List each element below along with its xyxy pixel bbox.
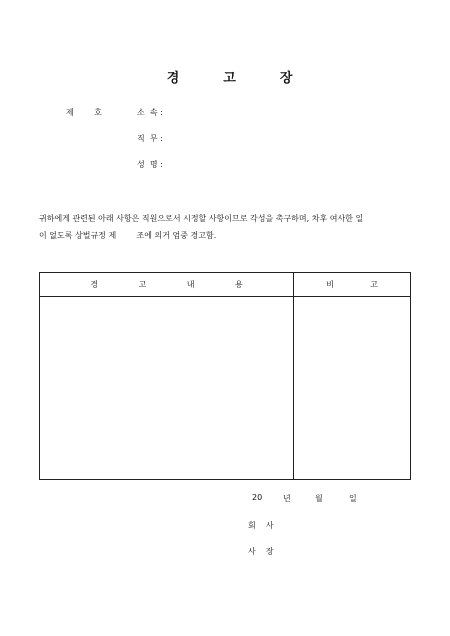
header-char: 내 xyxy=(186,280,195,289)
name-label: 성 명 : xyxy=(137,160,163,169)
document-title xyxy=(0,52,450,86)
header-char: 경 xyxy=(90,280,98,289)
title-char-2: 고 xyxy=(223,71,236,86)
header-char: 비 xyxy=(326,280,334,289)
number-label: 제 호 xyxy=(66,108,102,117)
body-line-2: 이 없도록 상벌규정 제 조에 의거 엄중 경고함. xyxy=(39,231,217,240)
table-body-row xyxy=(40,297,411,480)
date-year: 20 xyxy=(252,493,263,502)
title-char-3: 장 xyxy=(279,71,293,86)
warning-content-cell xyxy=(40,297,294,480)
president-label: 사 장 xyxy=(248,547,274,556)
date-month-label: 월 xyxy=(315,494,323,503)
warning-table xyxy=(39,272,411,480)
warning-content-header xyxy=(40,273,294,297)
title-char-1: 경 xyxy=(166,71,180,86)
header-char: 고 xyxy=(370,280,378,289)
company-label: 회 사 xyxy=(248,521,274,530)
affiliation-label: 소 속 : xyxy=(137,108,163,117)
date-day-label: 일 xyxy=(349,494,357,503)
date-year-label: 년 xyxy=(283,494,291,503)
table-header-row xyxy=(40,273,411,297)
header-char: 용 xyxy=(235,280,243,289)
body-line-1: 귀하에게 관련된 아래 사항은 직원으로서 시정할 사항이므로 각성을 촉구하며, 차후 여사한 일 xyxy=(39,214,364,223)
remarks-header xyxy=(294,273,411,297)
header-char: 고 xyxy=(138,280,147,289)
duty-label: 직 무 : xyxy=(137,134,163,143)
remarks-cell xyxy=(294,297,411,480)
